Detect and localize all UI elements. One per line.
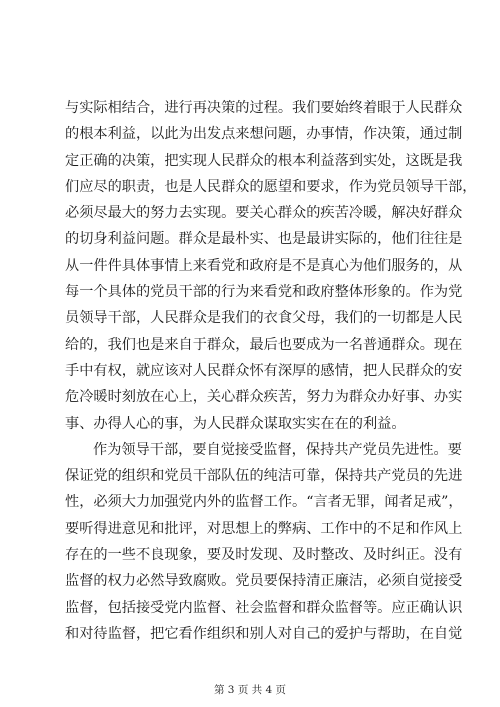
text-line: 员领导干部，人民群众是我们的衣食父母，我们的一切都是人民 bbox=[65, 310, 463, 327]
text-line: 性，必须大力加强党内外的监督工作。“言者无罪，闻者足戒”， bbox=[65, 494, 463, 511]
text-line: 要听得进意见和批评，对思想上的弊病、工作中的不足和作风上 bbox=[65, 520, 463, 537]
text-line: 们应尽的职责，也是人民群众的愿望和要求，作为党员领导干部， bbox=[65, 178, 477, 195]
paragraph-2 bbox=[65, 437, 463, 647]
text-line: 从一件件具体事情上来看党和政府是不是真心为他们服务的，从 bbox=[65, 257, 463, 274]
text-line: 保证党的组织和党员干部队伍的纯洁可靠，保持共产党员的先进 bbox=[65, 468, 463, 485]
text-line: 和对待监督，把它看作组织和别人对自己的爱护与帮助，在自觉 bbox=[65, 625, 463, 642]
text-line: 存在的一些不良现象，要及时发现、及时整改、及时纠正。没有 bbox=[65, 547, 463, 564]
text-line: 给的，我们也是来自于群众，最后也要成为一名普通群众。现在 bbox=[65, 336, 463, 353]
page-number-label: 第 3 页 共 4 页 bbox=[213, 684, 287, 696]
text-line: 监督的权力必然导致腐败。党员要保持清正廉洁，必须自觉接受 bbox=[65, 573, 463, 590]
text-line: 与实际相结合，进行再决策的过程。我们要始终着眼于人民群众 bbox=[65, 100, 463, 116]
text-line: 的根本利益，以此为出发点来想问题，办事情，作决策，通过制 bbox=[65, 126, 463, 143]
text-line: 定正确的决策，把实现人民群众的根本利益落到实处，这既是我 bbox=[65, 152, 463, 169]
text-line: 监督，包括接受党内监督、社会监督和群众监督等。应正确认识 bbox=[65, 599, 463, 616]
text-line: 手中有权，就应该对人民群众怀有深厚的感情，把人民群众的安 bbox=[65, 362, 463, 379]
text-line: 事、办得人心的事，为人民群众谋取实实在在的利益。 bbox=[65, 415, 406, 432]
text-line: 作为领导干部，要自觉接受监督，保持共产党员先进性。要 bbox=[93, 441, 462, 458]
text-line: 危冷暖时刻放在心上，关心群众疾苦，努力为群众办好事、办实 bbox=[65, 389, 463, 406]
text-line: 的切身利益问题。群众是最朴实、也是最讲实际的，他们往往是 bbox=[65, 231, 463, 248]
text-line: 每一个具体的党员干部的行为来看党和政府整体形象的。作为党 bbox=[65, 284, 463, 301]
paragraph-1 bbox=[65, 95, 477, 437]
page-footer bbox=[0, 683, 500, 697]
text-line: 必须尽最大的努力去实现。要关心群众的疾苦冷暖，解决好群众 bbox=[65, 205, 463, 222]
document-body bbox=[65, 95, 477, 647]
